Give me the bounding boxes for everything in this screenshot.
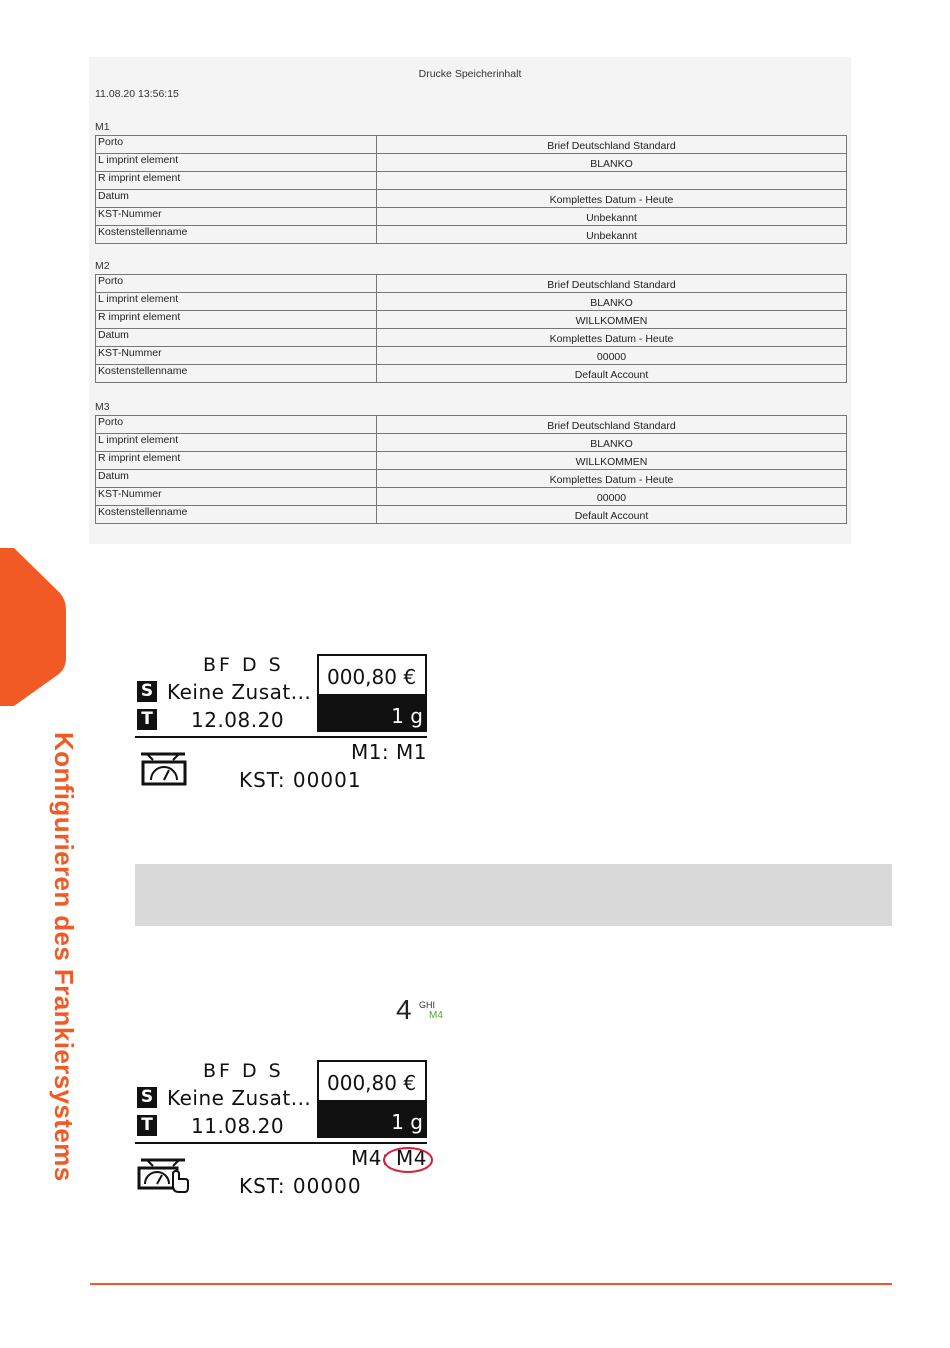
option-text: Keine Zusat...: [167, 1086, 312, 1110]
key-letters: GHI: [419, 1000, 436, 1010]
row-key: Porto: [96, 136, 377, 154]
keypad-key-4[interactable]: [396, 994, 443, 1026]
divider: [135, 1142, 427, 1144]
row-value: WILLKOMMEN: [377, 311, 847, 329]
row-key: L imprint element: [96, 293, 377, 311]
table-row: [96, 416, 847, 434]
memory-table: [95, 135, 847, 244]
lcd-display-after: [135, 1060, 431, 1208]
service-code: BF D S: [203, 1060, 284, 1082]
weight-value: 1 g: [317, 696, 427, 732]
row-key: Porto: [96, 275, 377, 293]
lcd-display-before: [135, 654, 431, 802]
key-memory-label: M4: [429, 1010, 443, 1021]
date-badge: T: [137, 1115, 157, 1136]
table-row: [96, 136, 847, 154]
scale-hand-icon: [137, 1156, 189, 1194]
table-row: [96, 452, 847, 470]
row-value: Brief Deutschland Standard: [377, 275, 847, 293]
postage-amount: 000,80 €: [317, 654, 427, 696]
table-row: [96, 190, 847, 208]
row-key: L imprint element: [96, 434, 377, 452]
row-value: Unbekannt: [377, 226, 847, 244]
cost-center: KST: 00000: [239, 1174, 362, 1198]
table-row: [96, 365, 847, 383]
row-value: 00000: [377, 347, 847, 365]
row-key: R imprint element: [96, 311, 377, 329]
service-badge: S: [137, 681, 157, 702]
table-row: [96, 329, 847, 347]
table-row: [96, 154, 847, 172]
memory-label: M3: [95, 401, 110, 413]
row-key: Kostenstellenname: [96, 226, 377, 244]
memory-indicator: M4: M4: [350, 1146, 427, 1170]
weight-value: 1 g: [317, 1102, 427, 1138]
service-code: BF D S: [203, 654, 284, 676]
table-row: [96, 311, 847, 329]
row-value: BLANKO: [377, 154, 847, 172]
print-date: 11.08.20: [191, 1114, 285, 1138]
row-key: KST-Nummer: [96, 488, 377, 506]
memory-block-m3: [95, 401, 847, 524]
table-row: [96, 226, 847, 244]
table-row: [96, 506, 847, 524]
key-digit: 4: [396, 994, 412, 1025]
highlight-circle: [383, 1147, 433, 1173]
row-value: Brief Deutschland Standard: [377, 136, 847, 154]
table-row: [96, 470, 847, 488]
row-key: Datum: [96, 470, 377, 488]
print-date: 12.08.20: [191, 708, 285, 732]
table-row: [96, 293, 847, 311]
side-tab-marker: [0, 548, 66, 706]
row-value: Komplettes Datum - Heute: [377, 190, 847, 208]
row-key: KST-Nummer: [96, 347, 377, 365]
printout-title: Drucke Speicherinhalt: [418, 68, 522, 80]
divider: [135, 736, 427, 738]
memory-table: [95, 274, 847, 383]
row-value: WILLKOMMEN: [377, 452, 847, 470]
date-badge: T: [137, 709, 157, 730]
row-key: Kostenstellenname: [96, 506, 377, 524]
postage-amount: 000,80 €: [317, 1060, 427, 1102]
row-key: Porto: [96, 416, 377, 434]
memory-label: M1: [95, 121, 110, 133]
table-row: [96, 488, 847, 506]
row-key: Datum: [96, 190, 377, 208]
row-value: Komplettes Datum - Heute: [377, 329, 847, 347]
memory-block-m1: [95, 121, 847, 244]
row-key: R imprint element: [96, 452, 377, 470]
memory-table: [95, 415, 847, 524]
memory-indicator: M1: M1: [350, 740, 427, 764]
table-row: [96, 347, 847, 365]
printout-timestamp: 11.08.20 13:56:15: [95, 88, 179, 100]
memory-printout: [89, 57, 851, 544]
table-row: [96, 434, 847, 452]
option-text: Keine Zusat...: [167, 680, 312, 704]
row-key: KST-Nummer: [96, 208, 377, 226]
row-value: BLANKO: [377, 293, 847, 311]
row-value: Unbekannt: [377, 208, 847, 226]
service-badge: S: [137, 1087, 157, 1108]
row-key: Kostenstellenname: [96, 365, 377, 383]
row-key: R imprint element: [96, 172, 377, 190]
row-value: Default Account: [377, 506, 847, 524]
footer-divider: [90, 1283, 892, 1285]
table-row: [96, 208, 847, 226]
row-value: 00000: [377, 488, 847, 506]
row-key: Datum: [96, 329, 377, 347]
table-row: [96, 172, 847, 190]
scale-icon: [137, 750, 189, 788]
memory-label: M2: [95, 260, 110, 272]
chapter-title: Konfigurieren des Frankiersystems: [49, 732, 79, 1182]
row-key: L imprint element: [96, 154, 377, 172]
row-value: Brief Deutschland Standard: [377, 416, 847, 434]
row-value: [377, 172, 847, 190]
procedure-step-bar: [135, 864, 892, 926]
row-value: Komplettes Datum - Heute: [377, 470, 847, 488]
table-row: [96, 275, 847, 293]
row-value: Default Account: [377, 365, 847, 383]
cost-center: KST: 00001: [239, 768, 362, 792]
memory-block-m2: [95, 260, 847, 383]
row-value: BLANKO: [377, 434, 847, 452]
